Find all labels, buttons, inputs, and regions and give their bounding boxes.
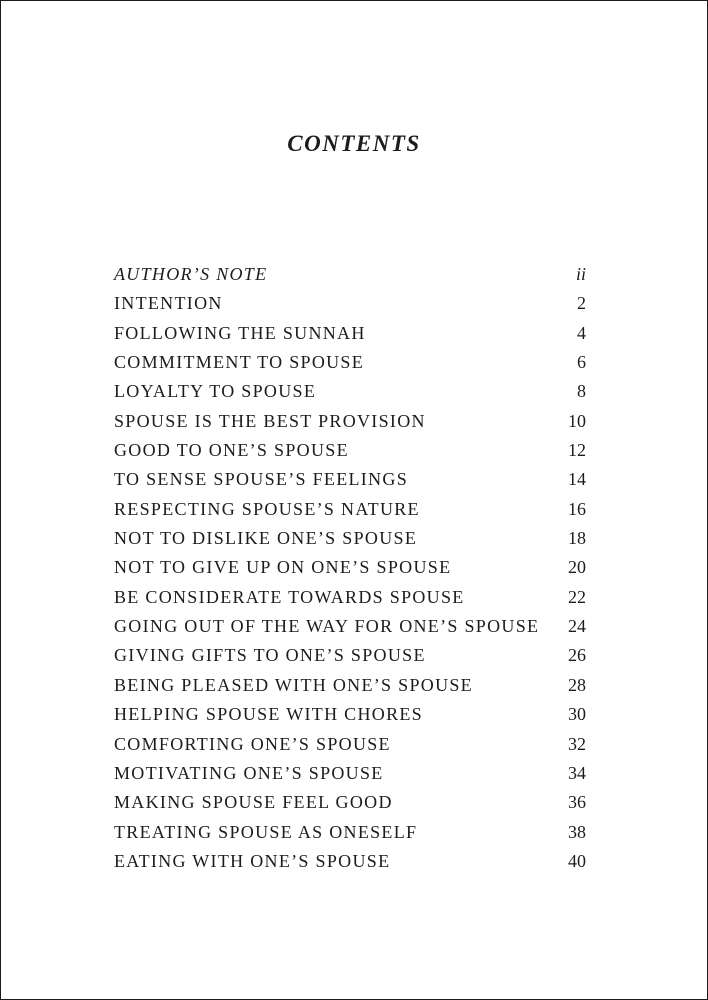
toc-entry-title: NOT TO DISLIKE ONE’S SPOUSE bbox=[114, 528, 418, 549]
toc-entry-title: TREATING SPOUSE AS ONESELF bbox=[114, 821, 418, 842]
toc-entry bbox=[114, 319, 586, 348]
toc-entry bbox=[114, 583, 586, 612]
toc-entry-title: BEING PLEASED WITH ONE’S SPOUSE bbox=[114, 674, 473, 695]
toc-entry bbox=[114, 289, 586, 318]
toc-entry bbox=[114, 260, 586, 289]
toc-entry bbox=[114, 407, 586, 436]
toc-entry-page-number: 28 bbox=[568, 674, 586, 695]
toc-entry-page-number: 6 bbox=[577, 352, 586, 373]
toc-entry bbox=[114, 377, 586, 406]
toc-entry-page-number: 20 bbox=[568, 557, 586, 578]
toc-entry bbox=[114, 465, 586, 494]
toc-entry-title: EATING WITH ONE’S SPOUSE bbox=[114, 850, 391, 871]
toc-entry-page-number: 30 bbox=[568, 704, 586, 725]
toc-entry-page-number: 8 bbox=[577, 381, 586, 402]
toc-entry-page-number: 36 bbox=[568, 792, 586, 813]
toc-entry bbox=[114, 730, 586, 759]
toc-entry-title: GIVING GIFTS TO ONE’S SPOUSE bbox=[114, 645, 426, 666]
toc-entry bbox=[114, 495, 586, 524]
toc-entry bbox=[114, 524, 586, 553]
toc-entry bbox=[114, 700, 586, 729]
toc-entry-page-number: 32 bbox=[568, 733, 586, 754]
toc-entry-page-number: 2 bbox=[577, 293, 586, 314]
toc-entry-title: COMMITMENT TO SPOUSE bbox=[114, 352, 365, 373]
toc-entry-page-number: 38 bbox=[568, 821, 586, 842]
toc-entry bbox=[114, 641, 586, 670]
toc-entry-page-number: 26 bbox=[568, 645, 586, 666]
toc-entry-page-number: 40 bbox=[568, 850, 586, 871]
toc-entry-page-number: 10 bbox=[568, 410, 586, 431]
toc-entry-page-number: 22 bbox=[568, 586, 586, 607]
toc-entry-title: COMFORTING ONE’S SPOUSE bbox=[114, 733, 391, 754]
toc-entry-title: NOT TO GIVE UP ON ONE’S SPOUSE bbox=[114, 557, 452, 578]
toc-entry bbox=[114, 348, 586, 377]
toc-entry-title: BE CONSIDERATE TOWARDS SPOUSE bbox=[114, 586, 465, 607]
toc-entry-title: RESPECTING SPOUSE’S NATURE bbox=[114, 498, 420, 519]
toc-entry-title: MAKING SPOUSE FEEL GOOD bbox=[114, 792, 393, 813]
toc-entry bbox=[114, 612, 586, 641]
toc-entry-title: GOING OUT OF THE WAY FOR ONE’S SPOUSE bbox=[114, 616, 540, 637]
toc-entry bbox=[114, 553, 586, 582]
toc-entry-title: AUTHOR’S NOTE bbox=[114, 264, 268, 284]
toc-entry-title: LOYALTY TO SPOUSE bbox=[114, 381, 317, 402]
toc-entry bbox=[114, 671, 586, 700]
toc-entry bbox=[114, 759, 586, 788]
toc-entry-page-number: 24 bbox=[568, 616, 586, 637]
toc-entry-title: INTENTION bbox=[114, 293, 223, 314]
toc-entry bbox=[114, 788, 586, 817]
toc-entry-title: SPOUSE IS THE BEST PROVISION bbox=[114, 410, 426, 431]
toc-entry-page-number: 12 bbox=[568, 440, 586, 461]
toc-entry-title: FOLLOWING THE SUNNAH bbox=[114, 322, 366, 343]
toc-entry-page-number: 4 bbox=[577, 322, 586, 343]
toc-entry-page-number: 18 bbox=[568, 528, 586, 549]
toc-entry-title: HELPING SPOUSE WITH CHORES bbox=[114, 704, 423, 725]
page-title: CONTENTS bbox=[287, 131, 421, 156]
toc-entry-page-number: 34 bbox=[568, 762, 586, 783]
toc-entry-page-number: 16 bbox=[568, 498, 586, 519]
toc-entry-title: GOOD TO ONE’S SPOUSE bbox=[114, 440, 349, 461]
toc-entry bbox=[114, 847, 586, 876]
toc-entry-title: MOTIVATING ONE’S SPOUSE bbox=[114, 762, 384, 783]
table-of-contents bbox=[114, 260, 586, 876]
toc-entry-page-number: ii bbox=[575, 264, 586, 284]
toc-entry-title: TO SENSE SPOUSE’S FEELINGS bbox=[114, 469, 409, 490]
toc-entry bbox=[114, 818, 586, 847]
toc-entry bbox=[114, 436, 586, 465]
toc-entry-page-number: 14 bbox=[568, 469, 586, 490]
